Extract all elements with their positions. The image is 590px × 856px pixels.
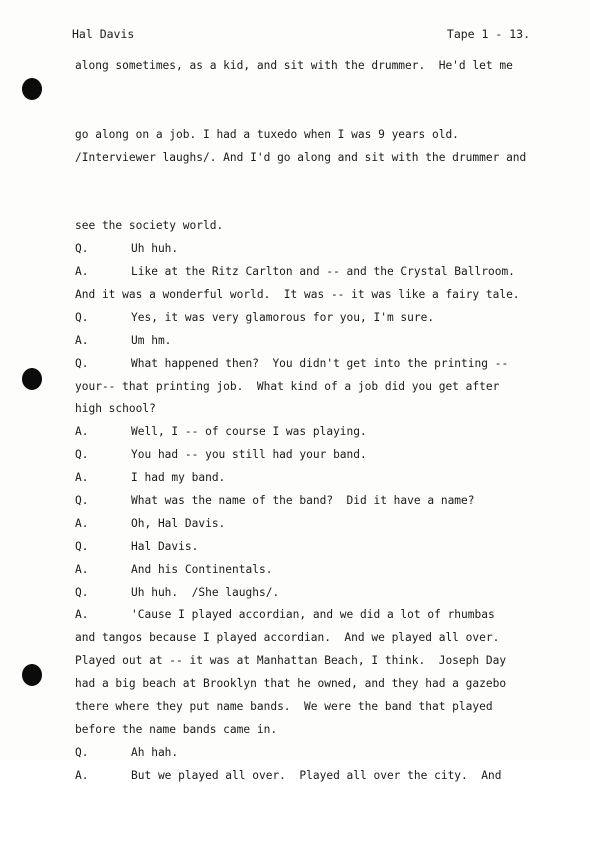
speaker-label: Q. (75, 494, 89, 508)
line-text: see the society world. (75, 219, 224, 233)
interviewee-name: Hal Davis (72, 27, 135, 41)
speaker-label: Q. (75, 356, 89, 370)
transcript-line (75, 261, 535, 284)
transcript-line (75, 650, 535, 673)
transcript-line (75, 559, 535, 582)
transcript-line (75, 78, 535, 215)
line-text: I had my band. (131, 471, 226, 485)
line-text: there where they put name bands. We were the band that played (75, 700, 493, 714)
line-text: high school? (75, 402, 156, 416)
transcript-line (75, 627, 535, 650)
line-text: What was the name of the band? Did it have a name? (131, 494, 475, 508)
page-header (72, 27, 530, 45)
transcript-line (75, 582, 535, 605)
line-text: go along on a job. I had a tuxedo when I was 9 years old. /Interviewer laughs/. And I'd go along and sit with the drummer and (75, 127, 527, 164)
transcript-line (75, 215, 535, 238)
punch-hole-bottom (22, 664, 42, 686)
line-text: And his Continentals. (131, 562, 273, 576)
transcript-line (75, 673, 535, 696)
transcript-line (75, 467, 535, 490)
line-text: And it was a wonderful world. It was -- it was like a fairy tale. (75, 288, 520, 301)
line-text: had a big beach at Brooklyn that he owned, and they had a gazebo (75, 677, 507, 691)
punch-hole-top (22, 78, 42, 100)
line-text: Yes, it was very glamorous for you, I'm sure. (131, 310, 435, 324)
transcript-line (75, 284, 535, 307)
transcript-line (75, 536, 535, 559)
line-text: Um hm. (131, 333, 172, 347)
speaker-label: A. (75, 471, 89, 485)
line-text: your-- that printing job. What kind of a job did you get after (75, 379, 500, 393)
transcript-line (75, 513, 535, 536)
transcript-line (75, 696, 535, 719)
transcript-line (75, 444, 535, 467)
transcript-body (75, 55, 535, 788)
transcript-line (75, 353, 535, 376)
transcript-line (75, 490, 535, 513)
speaker-label: Q. (75, 539, 89, 553)
speaker-label: A. (75, 265, 89, 279)
line-text: Oh, Hal Davis. (131, 516, 226, 530)
line-text: What happened then? You didn't get into the printing -- (131, 356, 509, 370)
transcript-line (75, 55, 535, 78)
speaker-label: A. (75, 516, 89, 530)
line-text: Uh huh. /She laughs/. (131, 585, 280, 599)
speaker-label: Q. (75, 745, 89, 759)
speaker-label: A. (75, 333, 89, 347)
transcript-line (75, 238, 535, 261)
speaker-label: A. (75, 562, 89, 576)
speaker-label: Q. (75, 242, 89, 256)
transcript-line (75, 742, 535, 765)
tape-page-number: Tape 1 - 13. (446, 27, 530, 41)
speaker-label: A. (75, 425, 89, 439)
punch-hole-middle (22, 368, 42, 390)
transcript-line (75, 398, 535, 421)
line-text: You had -- you still had your band. (131, 448, 367, 462)
line-text: Played out at -- it was at Manhattan Beach, I think. Joseph Day (75, 654, 507, 668)
transcript-line (75, 765, 535, 788)
speaker-label: A. (75, 768, 89, 782)
transcript-line (75, 719, 535, 742)
speaker-label: Q. (75, 310, 89, 324)
line-text: Uh huh. (131, 242, 179, 256)
speaker-label: Q. (75, 585, 89, 599)
line-text: along sometimes, as a kid, and sit with the drummer. He'd let me (75, 59, 513, 72)
transcript-line (75, 604, 535, 627)
line-text: and tangos because I played accordian. And we played all over. (75, 631, 500, 645)
transcript-line (75, 421, 535, 444)
line-text: before the name bands came in. (75, 722, 278, 736)
line-text: Hal Davis. (131, 539, 199, 553)
transcript-line (75, 307, 535, 330)
line-text: 'Cause I played accordian, and we did a lot of rhumbas (131, 608, 495, 622)
transcript-line (75, 330, 535, 353)
line-text: Like at the Ritz Carlton and -- and the Crystal Ballroom. (131, 265, 515, 279)
speaker-label: Q. (75, 448, 89, 462)
line-text: Well, I -- of course I was playing. (131, 425, 367, 439)
speaker-label: A. (75, 608, 89, 622)
transcript-line (75, 376, 535, 399)
line-text: But we played all over. Played all over the city. And (131, 768, 502, 782)
line-text: Ah hah. (131, 745, 179, 759)
